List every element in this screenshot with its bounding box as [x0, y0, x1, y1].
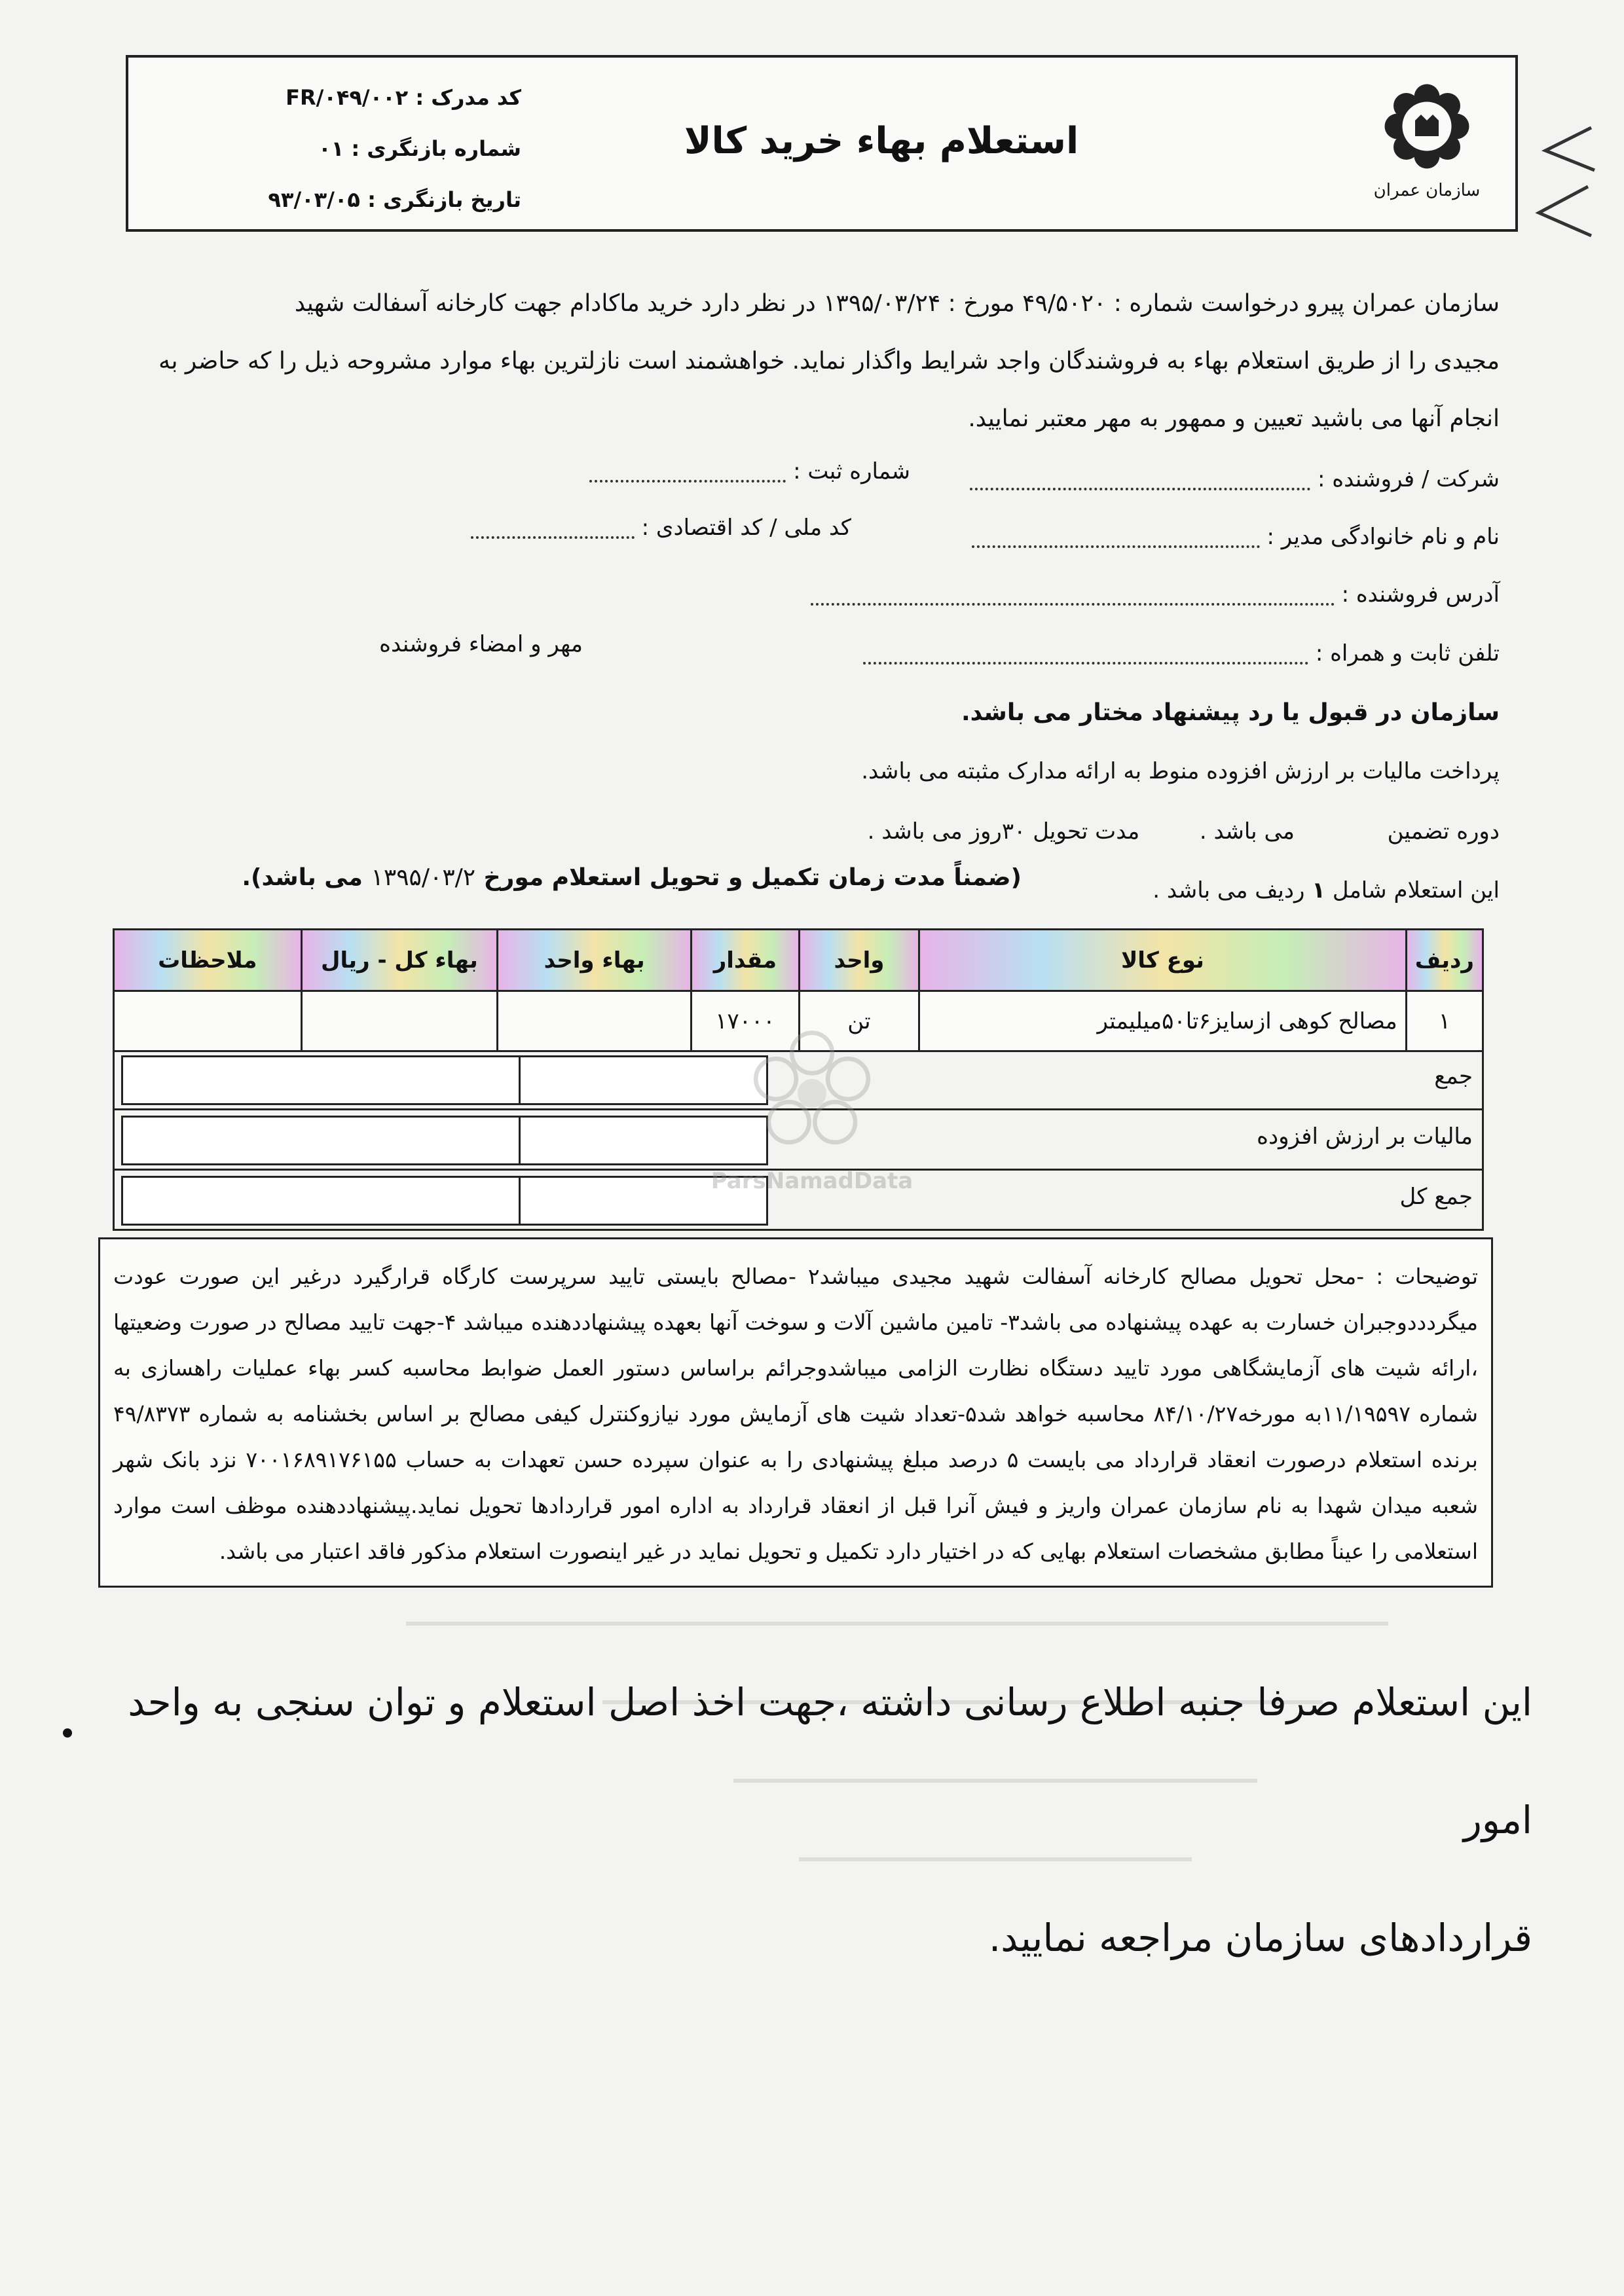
cell-total-price: [301, 991, 498, 1051]
address-field: آدرس فروشنده :: [811, 581, 1500, 608]
notes-label: توضیحات :: [1376, 1264, 1478, 1289]
grand-total-cell: [121, 1176, 521, 1226]
revision-number: شماره بازنگری : ۰۱: [318, 136, 521, 161]
logo-caption: سازمان عمران: [1373, 181, 1481, 200]
table-header-row: [114, 930, 1483, 991]
cell-row-number: ۱: [1406, 991, 1483, 1051]
watermark-flower-icon: [733, 1021, 891, 1165]
deadline-line: (ضمناً مدت زمان تکمیل و تحویل استعلام مورخ ۱۳۹۵/۰۳/۲ می باشد).: [242, 864, 1022, 891]
sum-label: جمع: [1434, 1063, 1473, 1089]
warranty-line: دوره تضمین می باشد . مدت تحویل ۳۰روز می باشد .: [867, 818, 1500, 845]
header-unit: واحد: [799, 930, 919, 991]
intro-paragraph: [118, 275, 1500, 448]
cell-quantity: ۱۷۰۰۰: [692, 991, 800, 1051]
municipality-emblem-icon: [1378, 77, 1476, 175]
notes-text: -محل تحویل مصالح کارخانه آسفالت شهید مجیدی میباشد۲ -مصالح بایستی تایید سرپرست کارگاه قرارگیرد درغیر این صورت عودت میگردددوجبران خسارت به عهده پیشنهاده می باشد۳- تامین ماشین آلات و سوخت آنها بعهده پیشنهاددهنده میباشد ۴-جهت تایید مصالح در صورت وضعیتها ،ارائه شیت های آزمایشگاهی مورد تایید دستگاه نظارت الزامی میباشدوجرائم براساس دستور العمل ضوابط محاسبه کسر بهاء عملیات راهسازی به شماره ۱۱/۱۹۵۹۷به مورخه۸۴/۱۰/۲۷ محاسبه خواهد شد۵-تعداد شیت های آزمایش مورد نیازوکنترل کیفی مصالح بر اساس بخشنامه به شماره ۴۹/۸۳۷۳ برنده استعلام درصورت انعقاد قرارداد می بایست ۵ درصد مبلغ پیشنهادی را به عنوان سپرده حسن تعهدات به حساب ۷۰۰۱۶۸۹۱۷۶۱۵۵ نزد بانک شهر شعبه میدان شهدا به نام سازمان عمران واریز و فیش آنرا قبل از انعقاد قرارداد به اداره امور قراردادها تحویل نماید.پیشنهاددهنده موظف است موارد استعلامی را عیناً مطابق مشخصات استعلام بهایی که در اختیار دارد تکمیل و تحویل نماید در غیر اینصورت استعلام مذکور فاقد اعتبار می باشد.: [113, 1264, 1479, 1564]
company-field: شرکت / فروشنده :: [970, 466, 1500, 492]
document-meta: [155, 72, 521, 225]
national-code-blank: [471, 519, 635, 539]
vat-total-cell: [121, 1116, 521, 1165]
company-blank: [970, 471, 1310, 490]
cell-unit: تن: [799, 991, 919, 1051]
national-code-field: کد ملی / کد اقتصادی :: [471, 515, 851, 541]
ink-dot: [63, 1728, 72, 1738]
organization-logo: [1358, 77, 1496, 215]
delivery-days: ۳۰: [1001, 818, 1026, 845]
watermark: [681, 1021, 943, 1257]
grand-total-label: جمع کل: [1399, 1184, 1473, 1210]
watermark-brand: ParsNamadData: [710, 1168, 913, 1194]
handwritten-check-marks-icon: [1526, 121, 1604, 246]
seller-stamp-label: مهر و امضاء فروشنده: [379, 631, 583, 657]
header-row-number: ردیف: [1406, 930, 1483, 991]
manager-field: نام و نام خانوادگی مدیر :: [972, 524, 1500, 550]
header-box: [126, 55, 1518, 232]
cell-unit-price: [498, 991, 692, 1051]
registration-blank: [589, 463, 786, 483]
vat-condition: پرداخت مالیات بر ارزش افزوده منوط به ارائه مدارک مثبته می باشد.: [861, 758, 1500, 784]
footer-notice-line-1: این استعلام صرفا جنبه اطلاع رسانی داشته ،جهت اخذ اصل استعلام و توان سنجی به واحد امور: [128, 1680, 1532, 1842]
form-title: استعلام بهاء خرید کالا: [684, 120, 1079, 162]
revision-date: تاریخ بازنگری : ۹۳/۰۳/۰۵: [268, 187, 521, 212]
cell-item-type: مصالح کوهی ازسایز۶تا۵۰میلیمتر: [919, 991, 1407, 1051]
footer-notice: [72, 1643, 1532, 1997]
cell-remarks: [114, 991, 302, 1051]
header-quantity: مقدار: [692, 930, 800, 991]
intro-line-1: سازمان عمران پیرو درخواست شماره : ۴۹/۵۰۲۰ مورخ : ۱۳۹۵/۰۳/۲۴ در نظر دارد خرید ماکادام جهت کارخانه آسفالت شهید: [294, 290, 1500, 317]
header-remarks: ملاحظات: [114, 930, 302, 991]
vat-label: مالیات بر ارزش افزوده: [1257, 1123, 1473, 1150]
header-total-price: بهاء کل - ریال: [301, 930, 498, 991]
intro-line-2: مجیدی را از طریق استعلام بهاء به فروشندگان واجد شرایط واگذار نماید. خواهشمند است نازلترین بهاء موارد مشروحه ذیل را که حاضر به: [158, 348, 1500, 374]
acceptance-condition: سازمان در قبول یا رد پیشنهاد مختار می باشد.: [961, 699, 1500, 726]
sum-total-cell: [121, 1055, 521, 1105]
rows-count: ۱: [1312, 877, 1326, 903]
footer-notice-line-2: قراردادهای سازمان مراجعه نمایید.: [988, 1916, 1532, 1960]
phone-field: تلفن ثابت و همراه :: [863, 640, 1500, 666]
doc-code: کد مدرک : FR/۰۴۹/۰۰۲: [286, 85, 521, 110]
rows-count-line: این استعلام شامل ۱ ردیف می باشد .: [1153, 877, 1500, 903]
notes-box: [98, 1237, 1493, 1588]
deadline-date: ۱۳۹۵/۰۳/۲: [371, 864, 476, 891]
manager-blank: [972, 528, 1260, 548]
intro-line-3: انجام آنها می باشید تعیین و ممهور به مهر معتبر نمایید.: [968, 405, 1500, 432]
header-item-type: نوع کالا: [919, 930, 1407, 991]
registration-field: شماره ثبت :: [589, 458, 910, 484]
phone-blank: [863, 645, 1308, 665]
address-blank: [811, 586, 1335, 606]
header-unit-price: بهاء واحد: [498, 930, 692, 991]
